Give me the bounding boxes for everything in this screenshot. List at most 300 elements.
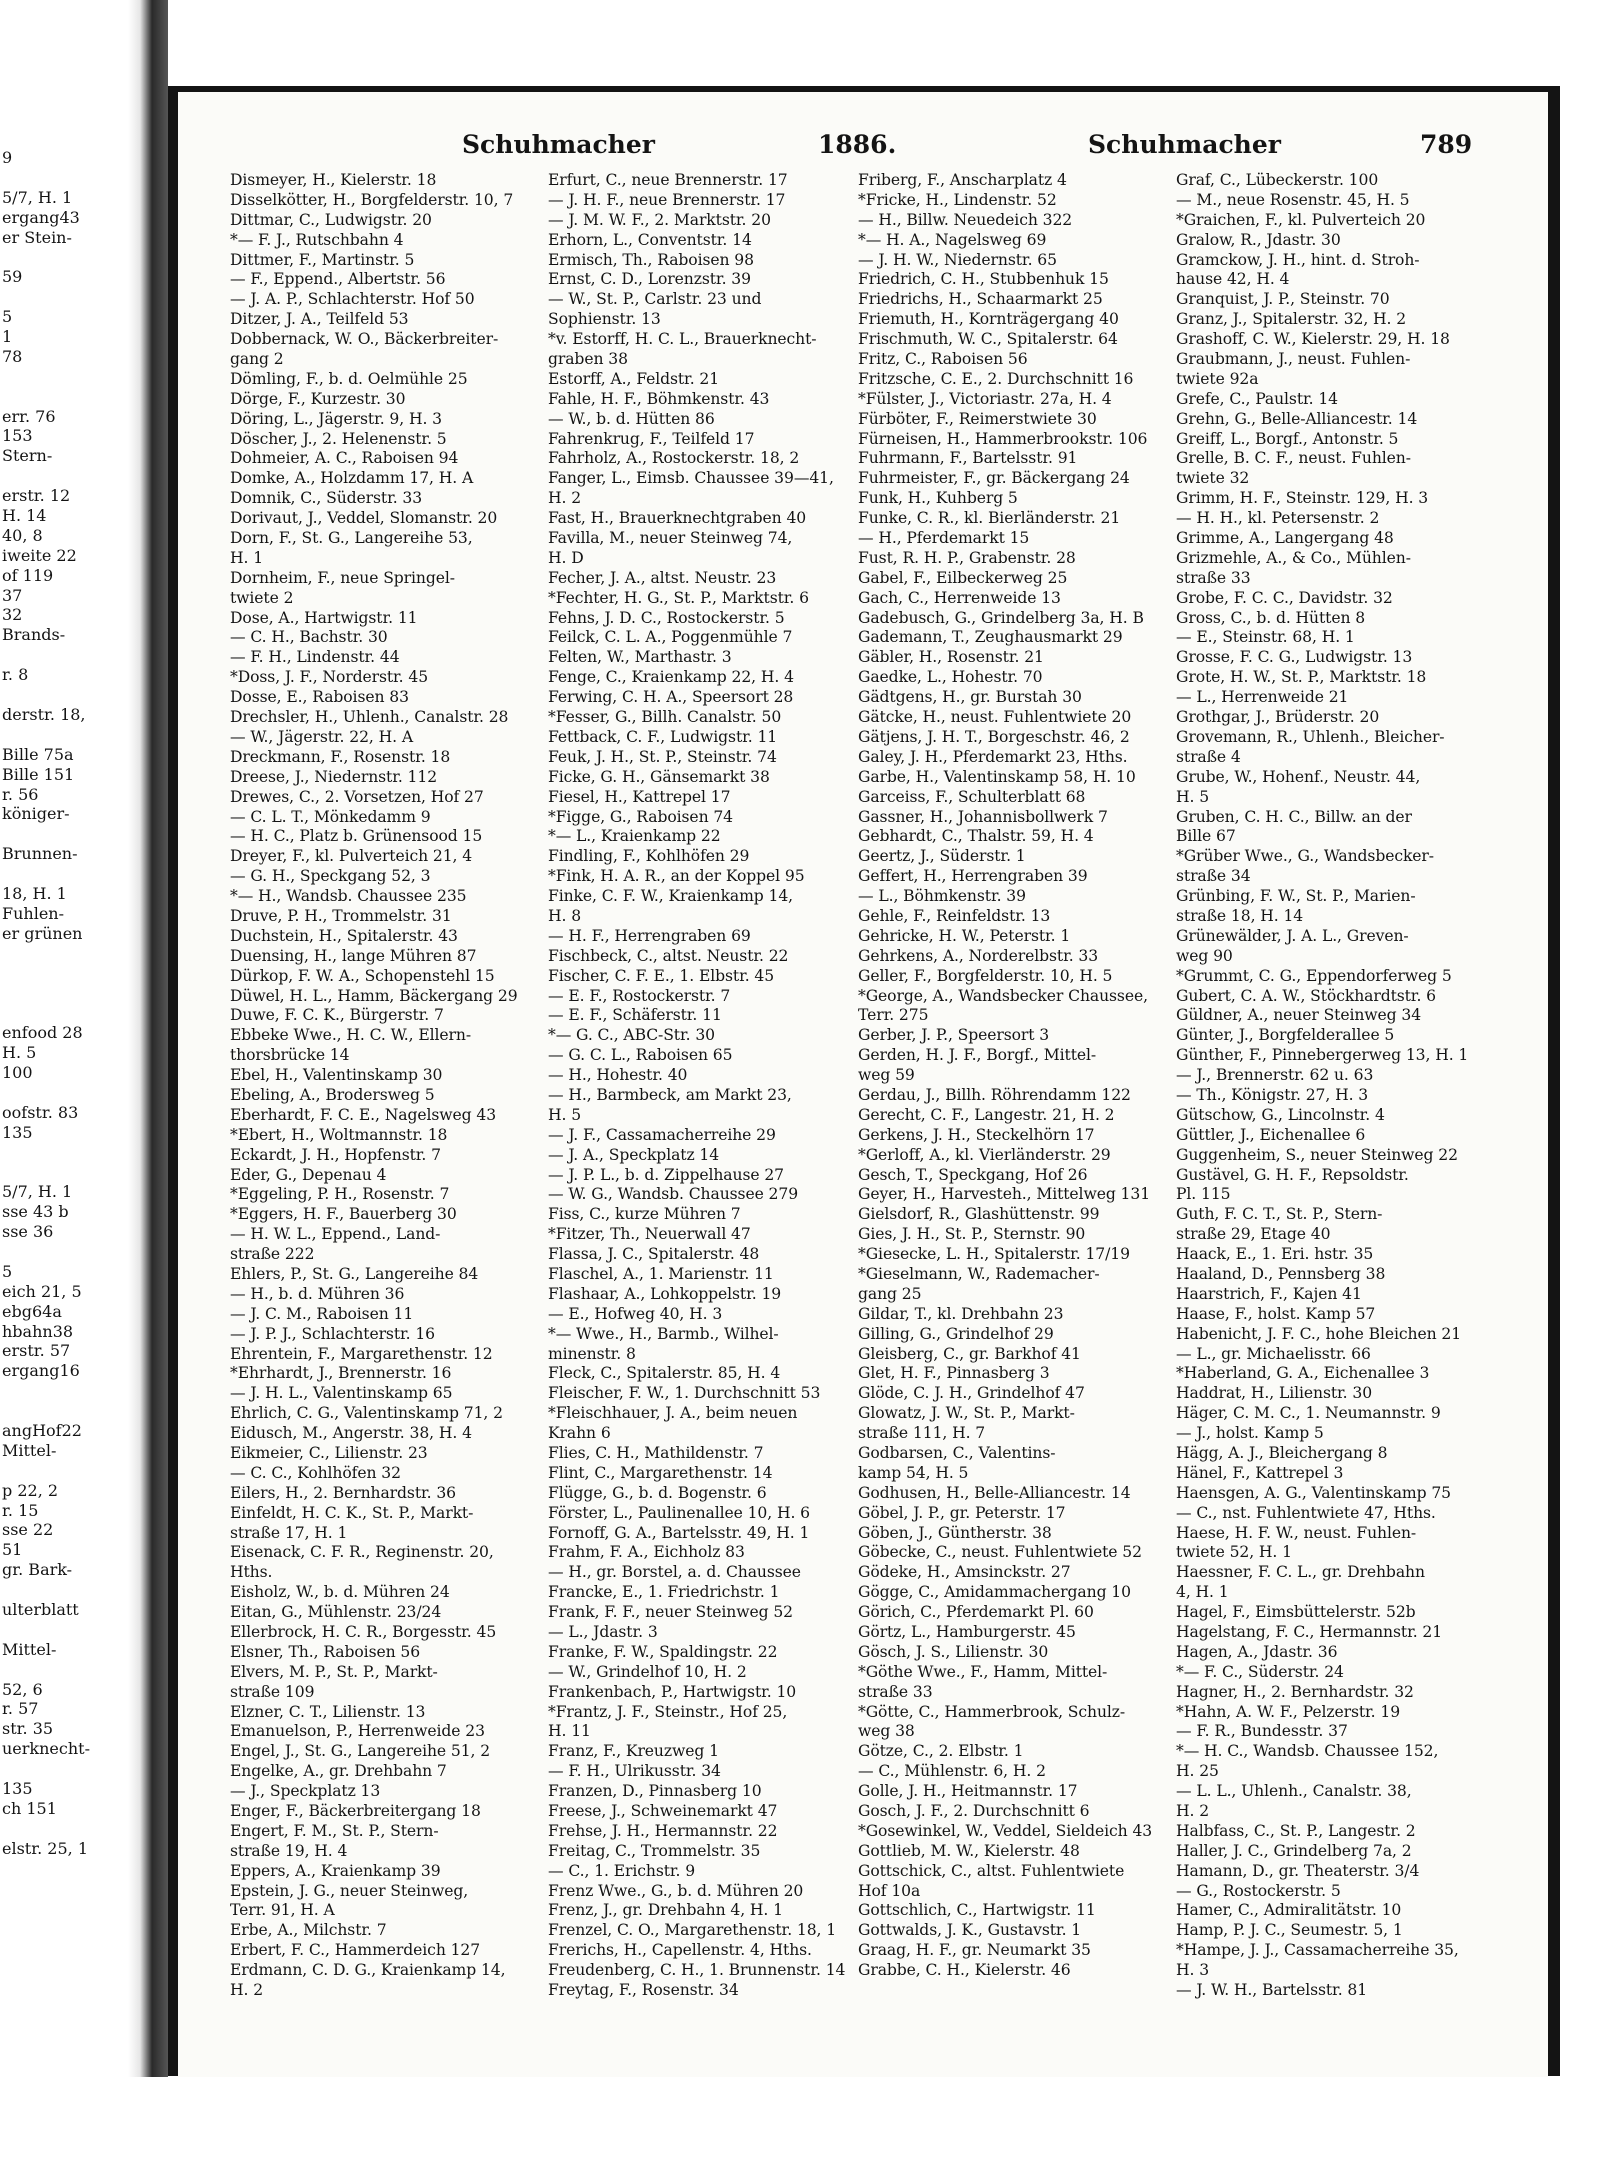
entry-line: Fritz, C., Raboisen 56	[858, 350, 1028, 369]
entry-line: Gehle, F., Reinfeldstr. 13	[858, 906, 1051, 925]
entry-line: Garceiss, F., Schulterblatt 68	[858, 787, 1086, 806]
fragment-line	[0, 685, 118, 705]
entry-line: twiete 52, H. 1	[1176, 1543, 1292, 1562]
entry-line: Erbert, F. C., Hammerdeich 127	[230, 1941, 481, 1960]
entry-line: *Ehrhardt, J., Brennerstr. 16	[230, 1364, 452, 1383]
entry-line: *Fülster, J., Victoriastr. 27a, H. 4	[858, 389, 1112, 408]
entry-line: H. 25	[1176, 1762, 1219, 1781]
entry-line: — L., Herrenweide 21	[1176, 688, 1349, 707]
entry-line: Freese, J., Schweinemarkt 47	[548, 1802, 778, 1821]
entry-line: Gruben, C. H. C., Billw. an der	[1176, 807, 1412, 826]
entry-line: Emanuelson, P., Herrenweide 23	[230, 1722, 485, 1741]
fragment-line: uerknecht-	[2, 1739, 90, 1759]
entry-line: — J. C. M., Raboisen 11	[230, 1304, 414, 1323]
entry-line: Granz, J., Spitalerstr. 32, H. 2	[1176, 310, 1407, 329]
fragment-line: enfood 28	[2, 1023, 83, 1043]
entry-line: Funk, H., Kuhberg 5	[858, 489, 1018, 508]
entry-line: Franzen, D., Pinnasberg 10	[548, 1782, 762, 1801]
entry-line: — C. C., Kohlhöfen 32	[230, 1463, 401, 1482]
entry-line: Graf, C., Lübeckerstr. 100	[1176, 171, 1379, 189]
entry-line: *v. Estorff, H. C. L., Brauerknecht-	[548, 330, 817, 349]
entry-line: minenstr. 8	[548, 1344, 636, 1363]
entry-line: — C., nst. Fuhlentwiete 47, Hths.	[1176, 1503, 1436, 1522]
entry-line: — M., neue Rosenstr. 45, H. 5	[1176, 190, 1410, 209]
fragment-line: ulterblatt	[2, 1600, 79, 1620]
entry-line: — J. P. J., Schlachterstr. 16	[230, 1324, 435, 1343]
entry-line: Dose, A., Hartwigstr. 11	[230, 608, 418, 627]
entry-line: Godhusen, H., Belle-Alliancestr. 14	[858, 1483, 1131, 1502]
fragment-line	[0, 645, 118, 665]
fragment-line: 40, 8	[2, 525, 43, 545]
entry-line: H. 2	[548, 489, 582, 508]
entry-line: Grimme, A., Langergang 48	[1176, 529, 1394, 548]
entry-line: — H., Barmbeck, am Markt 23,	[548, 1085, 792, 1104]
entry-line: Dorn, F., St. G., Langereihe 53,	[230, 529, 473, 548]
entry-line: Flügge, G., b. d. Bogenstr. 6	[548, 1483, 767, 1502]
fragment-line: iweite 22	[2, 545, 77, 565]
entry-line: Graubmann, J., neust. Fuhlen-	[1176, 350, 1411, 369]
entry-line: Fast, H., Brauerknechtgraben 40	[548, 509, 807, 528]
fragment-line: sse 43 b	[2, 1202, 69, 1222]
entry-line: Ehrlich, C. G., Valentinskamp 71, 2	[230, 1404, 503, 1423]
entry-line: — E. F., Schäferstr. 11	[548, 1006, 722, 1025]
fragment-line: H. 5	[2, 1043, 37, 1063]
entry-line: H. 2	[1176, 1802, 1210, 1821]
entry-line: Gies, J. H., St. P., Sternstr. 90	[858, 1225, 1086, 1244]
entry-line: Haese, H. F. W., neust. Fuhlen-	[1176, 1523, 1417, 1542]
entry-line: Gögge, C., Amidammachergang 10	[858, 1583, 1131, 1602]
entry-line: Flassa, J. C., Spitalerstr. 48	[548, 1245, 760, 1264]
fragment-line: r. 57	[2, 1699, 39, 1719]
entry-line: Haase, F., holst. Kamp 57	[1176, 1304, 1376, 1323]
entry-line: — F., Eppend., Albertstr. 56	[230, 270, 446, 289]
fragment-line: 52, 6	[2, 1679, 43, 1699]
entry-line: *George, A., Wandsbecker Chaussee,	[858, 986, 1148, 1005]
entry-line: Düwel, H. L., Hamm, Bäckergang 29	[230, 986, 518, 1005]
entry-line: Gassner, H., Johannisbollwerk 7	[858, 807, 1108, 826]
entry-line: — J., Brennerstr. 62 u. 63	[1176, 1066, 1374, 1085]
entry-line: Ebeling, A., Brodersweg 5	[230, 1085, 435, 1104]
entry-line: Flint, C., Margarethenstr. 14	[548, 1463, 773, 1482]
entry-line: Hagelstang, F. C., Hermannstr. 21	[1176, 1623, 1443, 1642]
entry-line: Grashoff, C. W., Kielerstr. 29, H. 18	[1176, 330, 1450, 349]
entry-line: straße 17, H. 1	[230, 1523, 348, 1542]
entry-line: — C. L. T., Mönkedamm 9	[230, 807, 431, 826]
entry-line: — L., Jdastr. 3	[548, 1623, 658, 1642]
entry-line: Hägg, A. J., Bleichergang 8	[1176, 1444, 1388, 1462]
column-1	[230, 171, 570, 2001]
fragment-line	[0, 1003, 118, 1023]
entry-line: Engert, F. M., St. P., Stern-	[230, 1821, 439, 1840]
entry-line: Erbe, A., Milchstr. 7	[230, 1921, 387, 1940]
entry-line: Engel, J., St. G., Langereihe 51, 2	[230, 1742, 491, 1761]
entry-line: Grabbe, C. H., Kielerstr. 46	[858, 1961, 1071, 1980]
entry-line: Funke, C. R., kl. Bierländerstr. 21	[858, 509, 1121, 528]
entry-line: — H., Hohestr. 40	[548, 1066, 688, 1085]
entry-line: Elsner, Th., Raboisen 56	[230, 1642, 421, 1661]
entry-line: — F. H., Lindenstr. 44	[230, 648, 400, 667]
entry-line: *Göthe Wwe., F., Hamm, Mittel-	[858, 1662, 1108, 1681]
entry-line: — L., Böhmkenstr. 39	[858, 887, 1026, 906]
fragment-line: Stern-	[2, 446, 53, 466]
entry-line: Gadebusch, G., Grindelberg 3a, H. B	[858, 608, 1144, 627]
entry-line: — C., 1. Erichstr. 9	[548, 1861, 696, 1880]
entry-line: Dürkop, F. W. A., Schopenstehl 15	[230, 966, 495, 985]
entry-line: Grefe, C., Paulstr. 14	[1176, 389, 1338, 408]
entry-line: weg 38	[858, 1722, 915, 1741]
entry-line: — E. F., Rostockerstr. 7	[548, 986, 731, 1005]
entry-line: Göbecke, C., neust. Fuhlentwiete 52	[858, 1543, 1142, 1562]
entry-line: — G. H., Speckgang 52, 3	[230, 867, 431, 886]
entry-line: Grehn, G., Belle-Alliancestr. 14	[1176, 409, 1418, 428]
entry-line: Gödeke, H., Amsinckstr. 27	[858, 1563, 1071, 1582]
entry-line: Eberhardt, F. C. E., Nagelsweg 43	[230, 1105, 497, 1124]
entry-line: Hamp, P. J. C., Seumestr. 5, 1	[1176, 1921, 1403, 1940]
entry-line: Frank, F. F., neuer Steinweg 52	[548, 1603, 793, 1622]
entry-line: Eitan, G., Mühlenstr. 23/24	[230, 1603, 442, 1622]
entry-line: — H. W. L., Eppend., Land-	[230, 1225, 441, 1244]
entry-line: Glowatz, J. W., St. P., Markt-	[858, 1404, 1075, 1423]
entry-line: — L., gr. Michaelisstr. 66	[1176, 1344, 1371, 1363]
entry-line: — J. F., Cassamacherreihe 29	[548, 1125, 776, 1144]
entry-line: *— L., Kraienkamp 22	[548, 827, 721, 846]
book-gutter	[128, 0, 168, 2177]
entry-line: Fürböter, F., Reimerstwiete 30	[858, 409, 1097, 428]
entry-line: *— Wwe., H., Barmb., Wilhel-	[548, 1324, 779, 1343]
fragment-line: Fuhlen-	[2, 903, 65, 923]
entry-line: Bille 67	[1176, 827, 1236, 846]
entry-line: Krahn 6	[548, 1424, 611, 1443]
fragment-line: 9	[2, 148, 13, 167]
entry-line: kamp 54, H. 5	[858, 1463, 969, 1482]
entry-line: Gralow, R., Jdastr. 30	[1176, 230, 1341, 249]
fragment-line: königer-	[2, 804, 70, 824]
entry-line: Haddrat, H., Lilienstr. 30	[1176, 1384, 1373, 1403]
column-3	[858, 171, 1198, 1981]
entry-line: Grothgar, J., Brüderstr. 20	[1176, 708, 1380, 727]
entry-line: — J. W. H., Bartelsstr. 81	[1176, 1981, 1368, 2000]
entry-line: Friedrichs, H., Schaarmarkt 25	[858, 290, 1103, 309]
entry-line: Elvers, M. P., St. P., Markt-	[230, 1662, 438, 1681]
fragment-line: 5/7, H. 1	[2, 187, 73, 207]
fragment-line: erstr. 12	[2, 486, 71, 506]
fragment-line	[0, 1401, 118, 1421]
entry-line: Francke, E., 1. Friedrichstr. 1	[548, 1583, 780, 1602]
entry-line: Sophienstr. 13	[548, 310, 661, 329]
entry-line: Druve, P. H., Trommelstr. 31	[230, 906, 452, 925]
fragment-line: Mittel-	[2, 1440, 57, 1460]
entry-line: Frenz, J., gr. Drehbahn 4, H. 1	[548, 1901, 783, 1920]
entry-line: Gottschick, C., altst. Fuhlentwiete	[858, 1861, 1125, 1880]
entry-line: Eikmeier, C., Lilienstr. 23	[230, 1444, 428, 1462]
entry-line: Gehrkens, A., Norderelbstr. 33	[858, 946, 1099, 965]
entry-line: Frahm, F. A., Eichholz 83	[548, 1543, 745, 1562]
entry-line: Gielsdorf, R., Glashüttenstr. 99	[858, 1205, 1100, 1224]
entry-line: Göben, J., Güntherstr. 38	[858, 1523, 1052, 1542]
fragment-line: 100	[2, 1062, 33, 1082]
fragment-line	[0, 1162, 118, 1182]
entry-line: Hamann, D., gr. Theaterstr. 3/4	[1176, 1861, 1420, 1880]
entry-line: Favilla, M., neuer Steinweg 74,	[548, 529, 793, 548]
entry-line: Dornheim, F., neue Springel-	[230, 568, 455, 587]
entry-line: Gleisberg, C., gr. Barkhof 41	[858, 1344, 1081, 1363]
entry-line: Fürneisen, H., Hammerbrookstr. 106	[858, 429, 1148, 448]
fragment-line: ergang43	[2, 207, 80, 227]
entry-line: Gätcke, H., neust. Fuhlentwiete 20	[858, 708, 1132, 727]
entry-line: Fischbeck, C., altst. Neustr. 22	[548, 946, 789, 965]
entry-line: Haensgen, A. G., Valentinskamp 75	[1176, 1483, 1451, 1502]
entry-line: *Fitzer, Th., Neuerwall 47	[548, 1225, 751, 1244]
entry-line: *Grüber Wwe., G., Wandsbecker-	[1176, 847, 1434, 866]
entry-line: *Grummt, C. G., Eppendorferweg 5	[1176, 966, 1452, 985]
entry-line: Görtz, L., Hamburgerstr. 45	[858, 1623, 1076, 1642]
fragment-line	[0, 387, 118, 407]
entry-line: twiete 32	[1176, 469, 1250, 488]
entry-line: Grosse, F. C. G., Ludwigstr. 13	[1176, 648, 1413, 667]
entry-line: — W., St. P., Carlstr. 23 und	[548, 290, 762, 309]
fragment-line: 18, H. 1	[2, 883, 67, 903]
entry-line: Eckardt, J. H., Hopfenstr. 7	[230, 1145, 441, 1164]
entry-line: Gubert, C. A. W., Stöckhardtstr. 6	[1176, 986, 1436, 1005]
entry-line: straße 18, H. 14	[1176, 906, 1304, 925]
entry-line: graben 38	[548, 350, 628, 369]
entry-line: Ernst, C. D., Lorenzstr. 39	[548, 270, 751, 289]
entry-line: Golle, J. H., Heitmannstr. 17	[858, 1782, 1078, 1801]
fragment-line: eich 21, 5	[2, 1281, 82, 1301]
entry-line: Eisholz, W., b. d. Mühren 24	[230, 1583, 450, 1602]
fragment-line	[0, 1083, 118, 1103]
entry-line: Hagner, H., 2. Bernhardstr. 32	[1176, 1682, 1414, 1701]
fragment-line: 153	[2, 426, 33, 446]
entry-line: Grünbing, F. W., St. P., Marien-	[1176, 887, 1416, 906]
entry-line: Dittmer, F., Martinstr. 5	[230, 250, 415, 269]
entry-line: Gösch, J. S., Lilienstr. 30	[858, 1642, 1049, 1661]
fragment-line: ebg64a	[2, 1301, 62, 1321]
entry-line: Fritzsche, C. E., 2. Durchschnitt 16	[858, 369, 1134, 388]
entry-line: Dreese, J., Niedernstr. 112	[230, 767, 438, 786]
entry-line: Ebel, H., Valentinskamp 30	[230, 1066, 443, 1085]
fragment-line	[0, 1381, 118, 1401]
fragment-line: 5	[2, 307, 13, 327]
entry-line: Gädtgens, H., gr. Burstah 30	[858, 688, 1082, 707]
fragment-line: angHof22	[2, 1421, 82, 1440]
fragment-line	[0, 964, 118, 984]
entry-line: Einfeldt, H. C. K., St. P., Markt-	[230, 1503, 474, 1522]
entry-line: *Gerloff, A., kl. Vierländerstr. 29	[858, 1145, 1111, 1164]
entry-line: H. 3	[1176, 1961, 1210, 1980]
entry-line: Eidusch, M., Angerstr. 38, H. 4	[230, 1424, 472, 1443]
entry-line: *Hampe, J. J., Cassamacherreihe 35,	[1176, 1941, 1459, 1960]
fragment-line: 51	[2, 1540, 23, 1560]
entry-line: Fischer, C. F. E., 1. Elbstr. 45	[548, 966, 775, 985]
entry-line: Häger, C. M. C., 1. Neumannstr. 9	[1176, 1404, 1441, 1423]
entry-line: — J., Speckplatz 13	[230, 1782, 381, 1801]
entry-line: Döscher, J., 2. Helenenstr. 5	[230, 429, 447, 448]
entry-line: Hänel, F., Kattrepel 3	[1176, 1463, 1344, 1482]
entry-line: Disselkötter, H., Borgfelderstr. 10, 7	[230, 190, 514, 209]
fragment-line: er Stein-	[2, 227, 72, 247]
entry-line: Elzner, C. T., Lilienstr. 13	[230, 1702, 426, 1721]
entry-line: *— H., Wandsb. Chaussee 235	[230, 887, 467, 906]
entry-line: *Gosewinkel, W., Veddel, Sieldeich 43	[858, 1821, 1153, 1840]
entry-line: Dobbernack, W. O., Bäckerbreiter-	[230, 330, 499, 349]
entry-line: Ferwing, C. H. A., Speersort 28	[548, 688, 794, 707]
entry-line: Frehse, J. H., Hermannstr. 22	[548, 1821, 778, 1840]
entry-line: Fahrholz, A., Rostockerstr. 18, 2	[548, 449, 800, 468]
entry-line: Gross, C., b. d. Hütten 8	[1176, 608, 1366, 627]
entry-line: *— H. A., Nagelsweg 69	[858, 230, 1047, 249]
fragment-line: ergang16	[2, 1361, 80, 1381]
entry-line: Hagel, F., Eimsbüttelerstr. 52b	[1176, 1603, 1416, 1622]
entry-line: Fust, R. H. P., Grabenstr. 28	[858, 548, 1076, 567]
entry-line: — J. M. W. F., 2. Marktstr. 20	[548, 210, 771, 229]
entry-line: — L. L., Uhlenh., Canalstr. 38,	[1176, 1782, 1412, 1801]
entry-line: — H., Pferdemarkt 15	[858, 529, 1030, 548]
entry-line: Hamer, C., Admiralitätstr. 10	[1176, 1901, 1402, 1920]
entry-line: — J. P. L., b. d. Zippelhause 27	[548, 1165, 784, 1184]
entry-line: Ehrentein, F., Margarethenstr. 12	[230, 1344, 493, 1363]
entry-line: Habenicht, J. F. C., hohe Bleichen 21	[1176, 1324, 1462, 1343]
fragment-line	[0, 944, 118, 964]
entry-line: Flies, C. H., Mathildenstr. 7	[548, 1444, 764, 1462]
entry-line: Gerecht, C. F., Langestr. 21, H. 2	[858, 1105, 1115, 1124]
entry-line: — Th., Königstr. 27, H. 3	[1176, 1085, 1369, 1104]
entry-line: Gademann, T., Zeughausmarkt 29	[858, 628, 1123, 647]
entry-line: Gottwalds, J. K., Gustavstr. 1	[858, 1921, 1082, 1940]
entry-line: straße 111, H. 7	[858, 1424, 986, 1443]
entry-line: Fecher, J. A., altst. Neustr. 23	[548, 568, 777, 587]
fragment-line: 78	[2, 346, 23, 366]
entry-line: — J. H. F., neue Brennerstr. 17	[548, 190, 786, 209]
entry-line: Fuhrmann, F., Bartelsstr. 91	[858, 449, 1078, 468]
fragment-line: elstr. 25, 1	[2, 1838, 88, 1858]
entry-line: *Fricke, H., Lindenstr. 52	[858, 190, 1057, 209]
entry-line: Freudenberg, C. H., 1. Brunnenstr. 14	[548, 1961, 846, 1980]
entry-line: Dorivaut, J., Veddel, Slomanstr. 20	[230, 509, 498, 528]
entry-line: Fanger, L., Eimsb. Chaussee 39—41,	[548, 469, 834, 488]
fragment-line: 1	[2, 327, 13, 347]
entry-line: *Haberland, G. A., Eichenallee 3	[1176, 1364, 1430, 1383]
entry-line: *Götte, C., Hammerbrook, Schulz-	[858, 1702, 1126, 1721]
entry-line: Terr. 275	[858, 1006, 929, 1025]
entry-line: *— F. J., Rutschbahn 4	[230, 230, 404, 249]
previous-page-fragments	[0, 148, 118, 1859]
entry-line: Estorff, A., Feldstr. 21	[548, 369, 720, 388]
entry-line: *— F. C., Süderstr. 24	[1176, 1662, 1344, 1681]
entry-line: H. D	[548, 548, 584, 567]
entry-line: Fenge, C., Kraienkamp 22, H. 4	[548, 668, 794, 687]
entry-line: 4, H. 1	[1176, 1583, 1229, 1602]
entry-line: Friedrich, C. H., Stubbenhuk 15	[858, 270, 1109, 289]
fragment-line	[0, 466, 118, 486]
entry-line: twiete 92a	[1176, 369, 1259, 388]
entry-line: Gosch, J. F., 2. Durchschnitt 6	[858, 1802, 1090, 1821]
entry-line: — H. C., Platz b. Grünensood 15	[230, 827, 483, 846]
entry-line: — J. A. P., Schlachterstr. Hof 50	[230, 290, 475, 309]
fragment-line: derstr. 18,	[2, 704, 86, 724]
entry-line: Dörge, F., Kurzestr. 30	[230, 389, 406, 408]
running-head-left: Schuhmacher	[462, 130, 655, 159]
entry-line: Eilers, H., 2. Bernhardstr. 36	[230, 1483, 456, 1502]
entry-line: Fuhrmeister, F., gr. Bäckergang 24	[858, 469, 1130, 488]
entry-line: Gäbler, H., Rosenstr. 21	[858, 648, 1044, 667]
entry-line: Gottschlich, C., Hartwigstr. 11	[858, 1901, 1096, 1920]
entry-line: Galey, J. H., Pferdemarkt 23, Hths.	[858, 747, 1128, 766]
entry-line: straße 222	[230, 1245, 315, 1264]
entry-line: Geller, F., Borgfelderstr. 10, H. 5	[858, 966, 1113, 985]
entry-line: — G., Rostockerstr. 5	[1176, 1881, 1341, 1900]
entry-line: — H., gr. Borstel, a. d. Chaussee	[548, 1563, 801, 1582]
entry-line: Frenzel, C. O., Margarethenstr. 18, 1	[548, 1921, 837, 1940]
fragment-line: 5	[2, 1261, 13, 1281]
fragment-line: r. 56	[2, 784, 39, 804]
entry-line: Dömling, F., b. d. Oelmühle 25	[230, 369, 468, 388]
entry-line: H. 5	[548, 1105, 582, 1124]
entry-line: Granquist, J. P., Steinstr. 70	[1176, 290, 1390, 309]
fragment-line: 135	[2, 1122, 33, 1142]
running-head-year: 1886.	[818, 130, 897, 159]
entry-line: Terr. 91, H. A	[230, 1901, 335, 1920]
entry-line: Geertz, J., Süderstr. 1	[858, 847, 1026, 866]
entry-line: Fettback, C. F., Ludwigstr. 11	[548, 727, 778, 746]
entry-line: Garbe, H., Valentinskamp 58, H. 10	[858, 767, 1136, 786]
entry-line: Erhorn, L., Conventstr. 14	[548, 230, 752, 249]
entry-line: Godbarsen, C., Valentins-	[858, 1444, 1056, 1462]
entry-line: Günther, F., Pinnebergerweg 13, H. 1	[1176, 1046, 1469, 1065]
fragment-line: sse 36	[2, 1222, 54, 1242]
fragment-line: er grünen	[2, 923, 83, 943]
entry-line: Feilck, C. L. A., Poggenmühle 7	[548, 628, 793, 647]
entry-line: Epstein, J. G., neuer Steinweg,	[230, 1881, 469, 1900]
entry-line: Gilling, G., Grindelhof 29	[858, 1324, 1054, 1343]
column-4	[1176, 171, 1506, 2001]
entry-line: twiete 2	[230, 588, 294, 607]
entry-line: H. 5	[1176, 787, 1210, 806]
entry-line: Gabel, F., Eilbeckerweg 25	[858, 568, 1068, 587]
entry-line: — J. H. W., Niedernstr. 65	[858, 250, 1057, 269]
entry-line: *Hahn, A. W. F., Pelzerstr. 19	[1176, 1702, 1401, 1721]
entry-line: Guggenheim, S., neuer Steinweg 22	[1176, 1145, 1458, 1164]
entry-line: H. 2	[230, 1981, 264, 2000]
entry-line: Ficke, G. H., Gänsemarkt 38	[548, 767, 770, 786]
entry-line: *— H. C., Wandsb. Chaussee 152,	[1176, 1742, 1439, 1761]
entry-line: — H., Billw. Neuedeich 322	[858, 210, 1073, 229]
entry-line: Grimm, H. F., Steinstr. 129, H. 3	[1176, 489, 1429, 508]
fragment-line: Brands-	[2, 625, 66, 645]
fragment-line: ch 151	[2, 1798, 57, 1818]
entry-line: — F. R., Bundesstr. 37	[1176, 1722, 1348, 1741]
entry-line: Greiff, L., Borgf., Antonstr. 5	[1176, 429, 1399, 448]
fragment-line: p 22, 2	[2, 1480, 59, 1500]
entry-line: straße 29, Etage 40	[1176, 1225, 1331, 1244]
entry-line: Gaedke, L., Hohestr. 70	[858, 668, 1043, 687]
entry-line: Gerdau, J., Billh. Röhrendamm 122	[858, 1085, 1131, 1104]
entry-line: Gebhardt, C., Thalstr. 59, H. 4	[858, 827, 1094, 846]
entry-line: Gerden, H. J. F., Borgf., Mittel-	[858, 1046, 1097, 1065]
entry-line: Engelke, A., gr. Drehbahn 7	[230, 1762, 447, 1781]
entry-line: Fleck, C., Spitalerstr. 85, H. 4	[548, 1364, 781, 1383]
entry-line: Domnik, C., Süderstr. 33	[230, 489, 423, 508]
entry-line: — C. H., Bachstr. 30	[230, 628, 388, 647]
entry-line: — W., Jägerstr. 22, H. A	[230, 727, 413, 746]
entry-line: Drewes, C., 2. Vorsetzen, Hof 27	[230, 787, 484, 806]
entry-line: *Ebert, H., Woltmannstr. 18	[230, 1125, 448, 1144]
entry-line: — J. A., Speckplatz 14	[548, 1145, 720, 1164]
entry-line: Grovemann, R., Uhlenh., Bleicher-	[1176, 727, 1445, 746]
entry-line: weg 59	[858, 1066, 915, 1085]
entry-line: Franz, F., Kreuzweg 1	[548, 1742, 719, 1761]
fragment-line: r. 8	[2, 665, 29, 685]
